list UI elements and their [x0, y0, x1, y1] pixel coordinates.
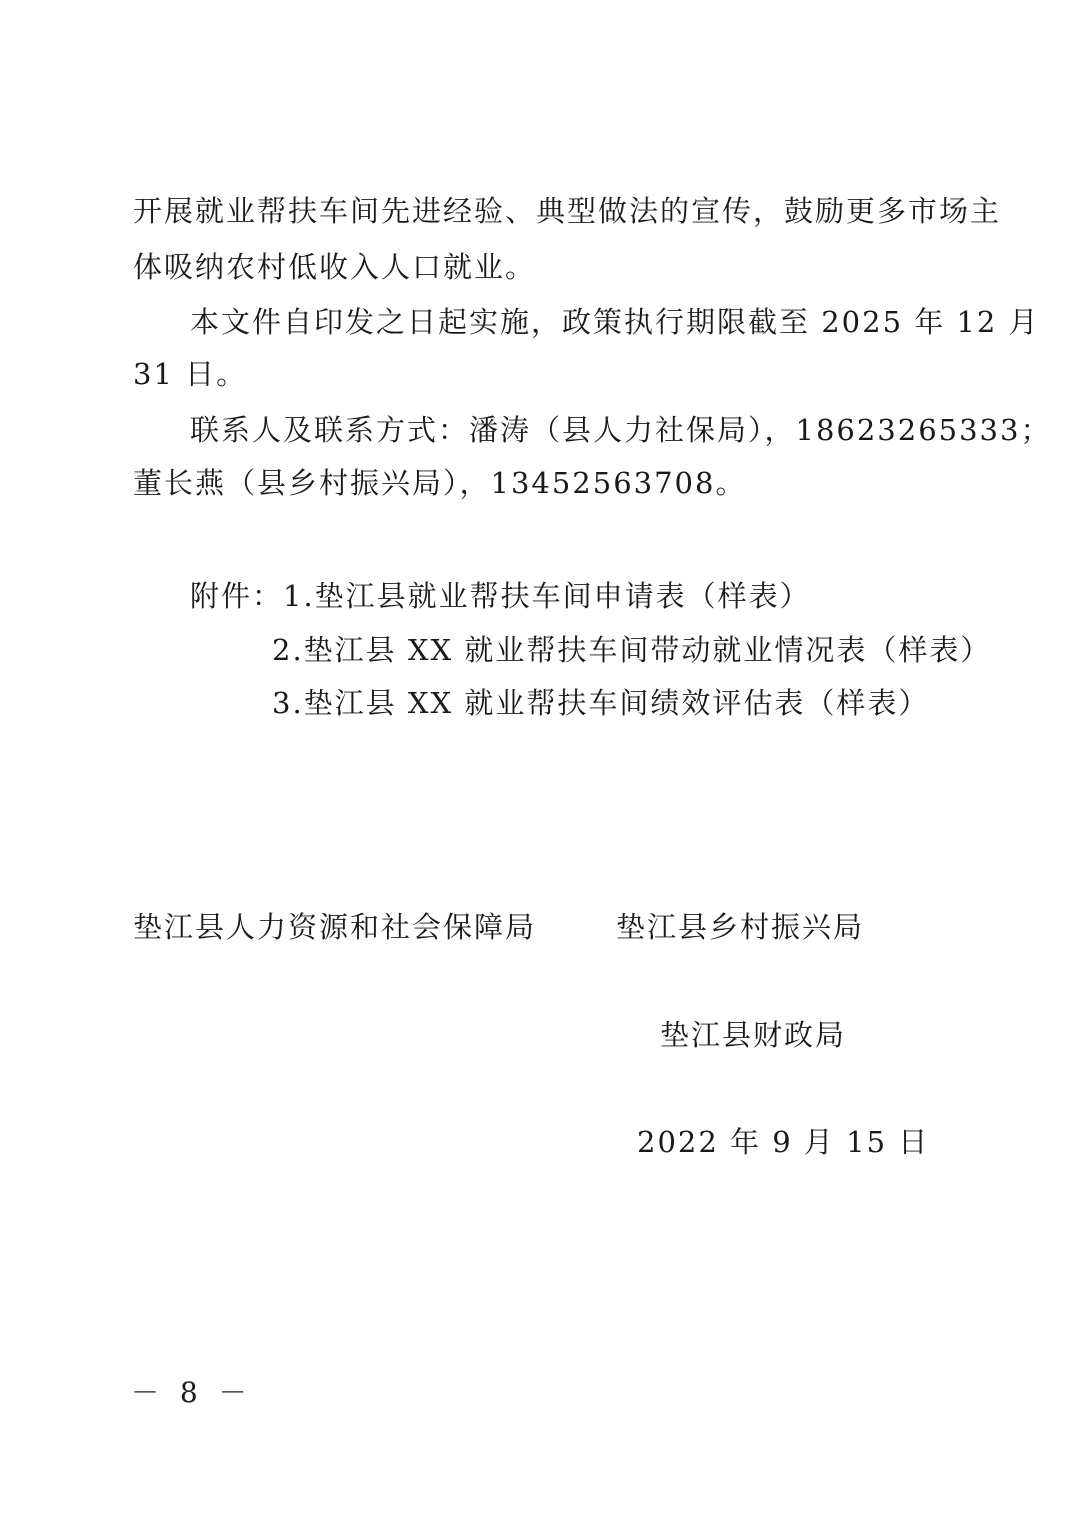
attachment-item-1: 附件：1.垫江县就业帮扶车间申请表（样表） — [190, 579, 811, 613]
paragraph-1-line-2: 体吸纳农村低收入人口就业。 — [133, 250, 537, 284]
contact-line-2: 董长燕（县乡村振兴局），13452563708。 — [133, 466, 747, 500]
issue-date: 2022 年 9 月 15 日 — [637, 1125, 930, 1159]
paragraph-2-line-1: 本文件自印发之日起实施，政策执行期限截至 2025 年 12 月 — [190, 305, 1040, 339]
paragraph-1-line-1: 开展就业帮扶车间先进经验、典型做法的宣传，鼓励更多市场主 — [133, 194, 1002, 228]
signatory-finance-bureau: 垫江县财政局 — [660, 1018, 847, 1052]
attachment-item-2: 2.垫江县 XX 就业帮扶车间带动就业情况表（样表） — [272, 633, 992, 667]
page-number: － 8 － — [131, 1376, 253, 1409]
signatory-rural-bureau: 垫江县乡村振兴局 — [616, 910, 865, 944]
signatory-hr-bureau: 垫江县人力资源和社会保障局 — [133, 910, 537, 944]
attachment-item-3: 3.垫江县 XX 就业帮扶车间绩效评估表（样表） — [272, 686, 930, 720]
contact-line-1: 联系人及联系方式：潘涛（县人力社保局），18623265333； — [190, 413, 1052, 447]
paragraph-2-line-2: 31 日。 — [133, 357, 248, 391]
